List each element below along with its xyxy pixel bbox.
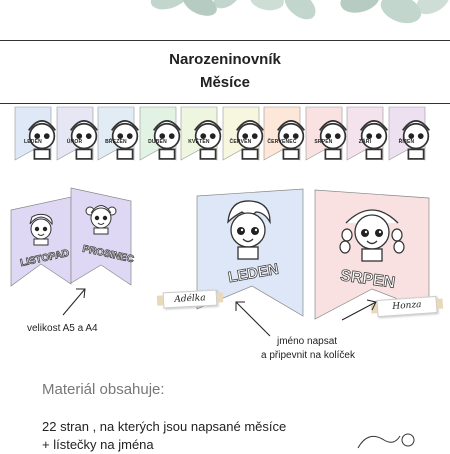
flag-label-leden: LEDEN: [226, 260, 280, 287]
child-face-icon: [336, 201, 408, 265]
page-subtitle: Měsíce: [199, 74, 251, 91]
bunting-flag: [14, 106, 52, 162]
bunting-flag-label: ZÁŘÍ: [358, 139, 372, 145]
bunting-flag: [56, 106, 94, 162]
bunting-flag-label: DUBEN: [148, 139, 167, 145]
bunting-flag: [97, 106, 135, 162]
bunting-flag-label: ČERVEN: [229, 139, 252, 145]
material-description: [42, 418, 286, 454]
arrow-icon: [230, 296, 274, 342]
size-note: velikost A5 a A4: [27, 323, 98, 334]
bunting-flag-label: LEDEN: [24, 139, 42, 145]
child-face-icon: [84, 199, 118, 235]
flag-label-srpen: SRPEN: [339, 267, 397, 292]
name-tag-honza: Honza: [376, 296, 437, 317]
arrow-icon: [338, 296, 382, 324]
material-heading: Materiál obsahuje:: [42, 381, 165, 398]
name-tag-adelka: Adélka: [163, 290, 218, 309]
child-face-icon: [220, 198, 276, 260]
arrow-icon: [60, 284, 90, 318]
child-face-icon: [397, 110, 435, 166]
bunting-flag: [305, 106, 343, 162]
page-title: Narozeninovník: [169, 51, 281, 68]
flag-prosinec: [70, 187, 135, 287]
bunting-flag-label: KVĚTEN: [188, 139, 210, 145]
material-line-1: 22 stran , na kterých jsou napsané měsíce: [42, 419, 287, 434]
name-note-line2: a připevnit na kolíček: [261, 350, 355, 361]
child-face-icon: [26, 212, 56, 246]
material-line-2: + lístečky na jména: [42, 437, 154, 452]
bunting-flag: [180, 106, 218, 162]
name-note-line1: jméno napsat: [277, 336, 338, 347]
bunting-flag-label: ČERVENEC: [267, 139, 297, 145]
flag-label-listopad: LISTOPAD: [19, 247, 71, 270]
flag-label-prosinec: PROSINEC: [81, 243, 135, 266]
decorative-doodle-icon: [354, 426, 424, 450]
flag-listopad: [10, 196, 72, 288]
bunting-flag-label: ŘÍJEN: [398, 139, 415, 145]
title-band: [0, 40, 450, 104]
bunting-flag-label: SRPEN: [314, 139, 333, 145]
bunting-flag-label: ÚNOR: [66, 139, 83, 145]
bunting-flag: [346, 106, 384, 162]
bunting-flag: [263, 106, 301, 162]
bunting-flag: [388, 106, 426, 162]
bunting-flag: [139, 106, 177, 162]
bunting-flag: [222, 106, 260, 162]
bunting-flag-label: BŘEZEN: [105, 139, 127, 145]
